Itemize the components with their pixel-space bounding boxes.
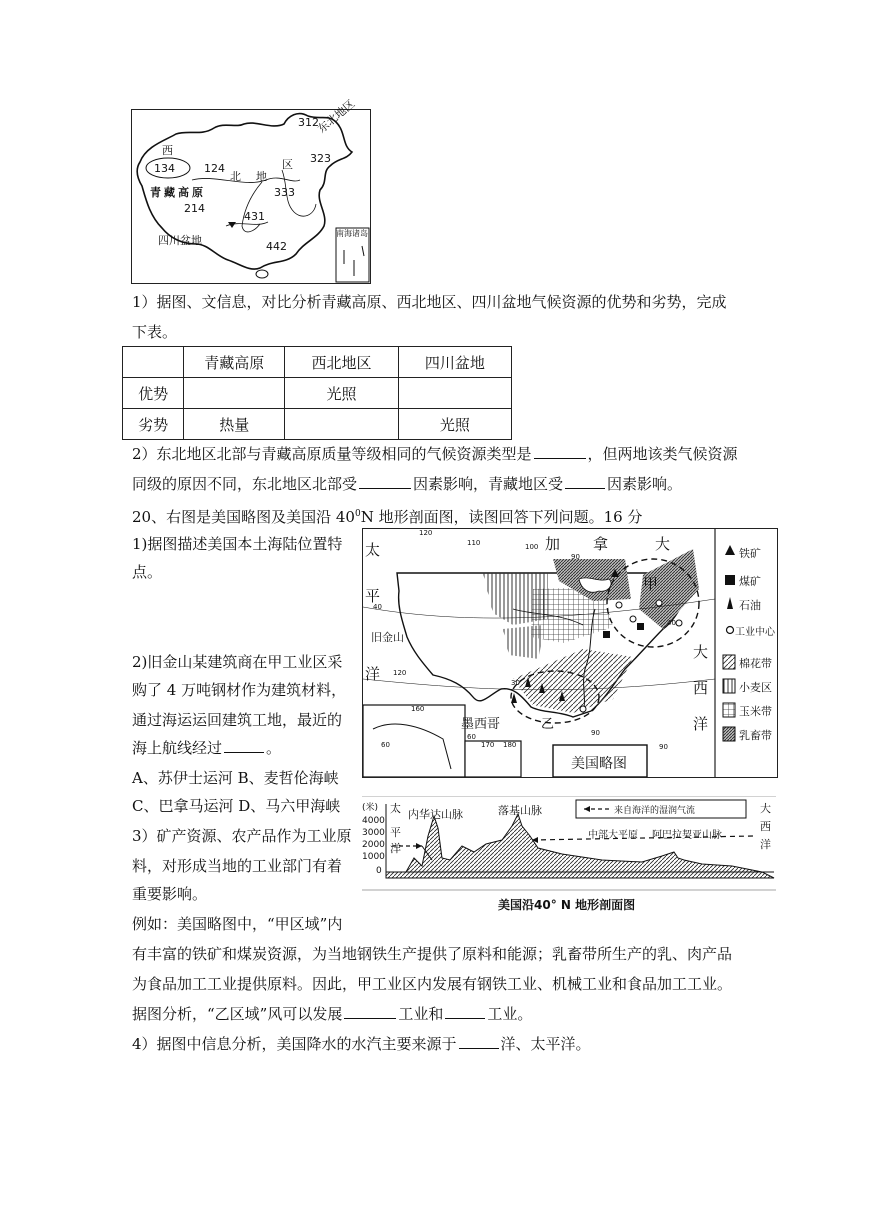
china-value-323: 323 <box>310 152 331 165</box>
table-header-row <box>123 347 512 378</box>
usa-label-jia: 甲 <box>643 575 659 593</box>
usa-label-sanfrancisco: 旧金山 <box>371 631 404 644</box>
profile-left-ocean: 平 <box>390 826 401 839</box>
profile-y-tick: 3000 <box>362 828 385 838</box>
usa-coord-label: 90 <box>659 743 668 751</box>
q20-3-line2: 料，对形成当地的工业部门有着 <box>132 857 343 875</box>
q20-2-line3: 通过海运运回建筑工地，最近的 <box>132 711 343 729</box>
table-cell: 光照 <box>398 409 511 440</box>
q20-3-example2: 有丰富的铁矿和煤炭资源，为当地钢铁生产提供了原料和能源；乳畜带所生产的乳、肉产品 <box>132 945 733 963</box>
q20-title-text: N 地形剖面图，读图回答下列问题。16 分 <box>360 508 643 526</box>
usa-label-atlantic: 西 <box>693 679 709 697</box>
usa-label-canada: 拿 <box>593 535 609 553</box>
usa-coord-label: 60 <box>381 741 390 749</box>
china-value-134: 134 <box>154 162 175 175</box>
profile-y-tick: 4000 <box>362 816 385 826</box>
q20-4-text: 4）据图中信息分析，美国降水的水汽主要来源于 <box>132 1035 457 1053</box>
profile-y-unit: (米) <box>362 803 379 813</box>
climate-comparison-table <box>122 346 512 440</box>
profile-y-tick: 1000 <box>362 852 385 862</box>
table-header-cell: 西北地区 <box>285 347 398 378</box>
q19-2-line1 <box>132 444 738 464</box>
q20-3-text: 工业和 <box>398 1005 444 1023</box>
q20-1-line2: 点。 <box>132 563 163 581</box>
q20-2-line4 <box>132 738 281 758</box>
table-header-cell <box>123 347 184 378</box>
china-value-124: 124 <box>204 162 225 175</box>
legend-coal: 煤矿 <box>739 575 761 588</box>
table-cell[interactable] <box>285 409 398 440</box>
china-label-di: 地 <box>256 170 267 183</box>
profile-title: 美国沿40° N 地形剖面图 <box>498 898 636 912</box>
q19-2-line2 <box>132 474 682 494</box>
answer-blank[interactable] <box>359 474 411 489</box>
profile-label-rocky: 落基山脉 <box>498 804 542 817</box>
china-label-qu: 区 <box>282 158 293 171</box>
profile-label-appalachian: 阿巴拉契亚山脉 <box>652 830 722 841</box>
table-cell[interactable] <box>398 378 511 409</box>
usa-coord-label: 40 <box>667 619 676 627</box>
profile-label-sierra-nevada: 内华达山脉 <box>408 808 463 821</box>
legend-oil: 石油 <box>739 599 761 612</box>
answer-blank[interactable] <box>459 1034 499 1049</box>
china-label-west: 西 <box>162 144 173 157</box>
usa-coord-label: 40 <box>373 603 382 611</box>
q20-3-example3: 为食品加工工业提供原料。因此，甲工业区内发展有钢铁工业、机械工业和食品加工工业。 <box>132 975 733 993</box>
usa-coord-label: 90 <box>571 553 580 561</box>
usa-label-canada: 大 <box>655 535 671 553</box>
usa-coord-label: 160 <box>411 705 425 713</box>
usa-map-title: 美国略图 <box>571 756 627 772</box>
usa-coord-label: 60 <box>467 733 476 741</box>
profile-right-ocean: 洋 <box>760 838 771 851</box>
q20-2-options1: A、苏伊士运河 B、麦哲伦海峡 <box>132 769 339 787</box>
usa-coord-label: 170 <box>481 741 495 749</box>
q20-3-line1: 3）矿产资源、农产品作为工业原 <box>132 827 352 845</box>
legend-industrial-center: 工业中心 <box>735 627 775 638</box>
table-cell: 优势 <box>123 378 184 409</box>
q20-2-options2: C、巴拿马运河 D、马六甲海峡 <box>132 797 341 815</box>
usa-label-yi: 乙 <box>541 717 555 732</box>
usa-coord-label: 120 <box>419 529 433 537</box>
profile-y-tick: 2000 <box>362 840 385 850</box>
china-label-northeast: 东北地区 <box>315 97 358 136</box>
usa-coord-label: 30 <box>511 679 520 687</box>
q19-2-text: 2）东北地区北部与青藏高原质量等级相同的气候资源类型是 <box>132 445 532 463</box>
q20-2-line2: 购了 4 万吨钢材作为建筑材料， <box>132 681 347 699</box>
profile-legend: 来自海洋的湿润气流 <box>614 806 696 816</box>
q19-1-line2: 下表。 <box>132 323 178 341</box>
profile-left-ocean: 洋 <box>390 842 401 855</box>
profile-right-ocean: 西 <box>760 820 771 833</box>
q19-2-text: 同级的原因不同，东北地区北部受 <box>132 475 358 493</box>
table-header-cell: 四川盆地 <box>398 347 511 378</box>
usa-label-pacific: 太 <box>365 541 381 559</box>
usa-coord-label: 180 <box>503 741 517 749</box>
profile-label-great-plains: 中部大平原 <box>588 830 638 841</box>
q20-title <box>132 504 642 527</box>
usa-coord-label: 110 <box>467 539 481 547</box>
usa-label-pacific: 平 <box>365 587 381 605</box>
answer-blank[interactable] <box>445 1004 485 1019</box>
q19-2-text: 因素影响。 <box>607 475 683 493</box>
table-cell: 光照 <box>285 378 398 409</box>
q19-2-text: ，但两地该类气候资源 <box>587 445 738 463</box>
china-label-north: 北 <box>230 170 241 183</box>
china-value-431: 431 <box>244 210 265 223</box>
china-label-tibet: 青藏高原 <box>150 186 206 199</box>
q19-2-text: 因素影响，青藏地区受 <box>413 475 564 493</box>
legend-wheat: 小麦区 <box>739 681 772 694</box>
china-map <box>131 97 371 284</box>
table-header-cell: 青藏高原 <box>184 347 285 378</box>
q20-2-text: 海上航线经过 <box>132 739 223 757</box>
china-label-sichuan: 四川盆地 <box>158 234 202 247</box>
profile-left-ocean: 太 <box>390 802 401 815</box>
usa-map-drawing <box>363 529 777 777</box>
table-cell[interactable] <box>184 378 285 409</box>
usa-coord-label: 120 <box>393 669 407 677</box>
usa-label-mexico: 墨西哥 <box>461 717 501 732</box>
answer-blank[interactable] <box>534 444 586 459</box>
usa-label-atlantic: 洋 <box>693 715 709 733</box>
usa-label-canada: 加 <box>545 535 561 553</box>
china-value-312: 312 <box>298 116 319 129</box>
table-cell: 热量 <box>184 409 285 440</box>
q20-3-line3: 重要影响。 <box>132 885 208 903</box>
usa-label-pacific: 洋 <box>365 665 381 683</box>
answer-blank[interactable] <box>565 474 605 489</box>
table-cell: 劣势 <box>123 409 184 440</box>
q20-title-text: 20、右图是美国略图及美国沿 40 <box>132 508 355 526</box>
q20-3-text: 据图分析，“乙区域”风可以发展 <box>132 1005 343 1023</box>
q19-1-line1: 1）据图、文信息，对比分析青藏高原、西北地区、四川盆地气候资源的优势和劣势，完成 <box>132 293 727 311</box>
china-value-333: 333 <box>274 186 295 199</box>
usa-map <box>362 528 778 778</box>
q20-3-text: 工业。 <box>487 1005 533 1023</box>
china-value-214: 214 <box>184 202 205 215</box>
q20-1-line1: 1)据图描述美国本土海陆位置特 <box>132 535 343 553</box>
legend-cotton: 棉花带 <box>739 657 772 670</box>
profile-y-tick: 0 <box>376 866 382 876</box>
usa-label-atlantic: 大 <box>693 643 709 661</box>
answer-blank[interactable] <box>344 1004 396 1019</box>
legend-dairy: 乳畜带 <box>739 729 772 742</box>
table-row <box>123 378 512 409</box>
legend-iron: 铁矿 <box>739 547 761 560</box>
usa-profile <box>362 796 776 920</box>
q20-2-line1: 2)旧金山某建筑商在甲工业区采 <box>132 653 343 671</box>
answer-blank[interactable] <box>224 738 264 753</box>
table-row <box>123 409 512 440</box>
legend-corn: 玉米带 <box>739 705 772 718</box>
china-value-442: 442 <box>266 240 287 253</box>
q20-4-line <box>132 1034 591 1054</box>
profile-right-ocean: 大 <box>760 802 771 815</box>
usa-coord-label: 100 <box>525 543 539 551</box>
q20-3-example1: 例如：美国略图中，“甲区域”内 <box>132 915 343 933</box>
china-label-south-sea: 南海诸岛 <box>336 229 368 238</box>
q20-title-sup: 0 <box>354 509 361 519</box>
usa-coord-label: 90 <box>591 729 600 737</box>
q20-2-text: 。 <box>266 739 282 757</box>
q20-3-example4 <box>132 1004 532 1024</box>
q20-4-text: 洋、太平洋。 <box>500 1035 591 1053</box>
